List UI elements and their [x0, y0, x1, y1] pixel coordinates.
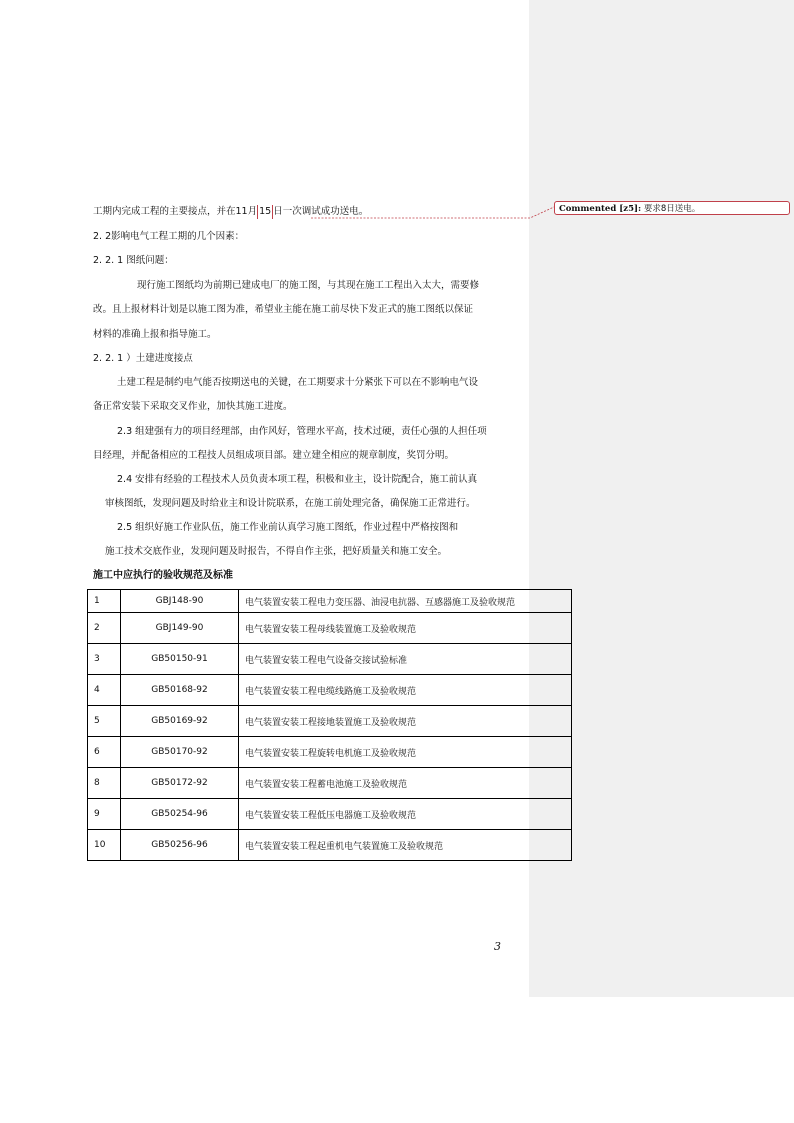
std-no-cell: 1 [88, 590, 121, 613]
std-code-cell: GB50170-92 [121, 737, 239, 768]
paragraph-line: 现行施工图纸均为前期已建成电厂的施工图，与其现在施工工程出入太大，需要修 [137, 280, 480, 291]
subsection-heading: 2. 2. 1 ）土建进度接点 [93, 353, 193, 364]
std-name-cell: 电气装置安装工程低压电器施工及验收规范 [239, 799, 572, 830]
paragraph-line: 改。且上报材料计划是以施工图为准，希望业主能在施工前尽快下发正式的施工图纸以保证 [93, 304, 474, 315]
paragraph-line: 土建工程是制约电气能否按期送电的关键，在工期要求十分紧张下可以在不影响电气设 [117, 377, 479, 388]
paragraph-line: 2.4 安排有经验的工程技术人员负责本项工程，积极和业主，设计院配合，施工前认真 [117, 474, 478, 485]
paragraph-line: 目经理，并配备相应的工程技人员组成项目部。建立建全相应的规章制度，奖罚分明。 [93, 450, 455, 461]
std-code-cell: GB50168-92 [121, 675, 239, 706]
std-name-cell: 电气装置安装工程蓄电池施工及验收规范 [239, 768, 572, 799]
std-no-cell: 2 [88, 613, 121, 644]
standards-table [87, 589, 572, 861]
table-row [88, 768, 572, 799]
paragraph-line: 审核图纸，发现问题及时给业主和设计院联系，在施工前处理完备，确保施工正常进行。 [105, 498, 476, 509]
paragraph-line: 工期内完成工程的主要接点，并在11月 15 日一次调试成功送电。 [93, 206, 369, 217]
std-name-cell: 电气装置安装工程电力变压器、油浸电抗器、互感器施工及验收规范 [239, 590, 572, 613]
paragraph-line: 材料的准确上报和指导施工。 [93, 329, 217, 340]
std-no-cell: 9 [88, 799, 121, 830]
std-code-cell: GB50169-92 [121, 706, 239, 737]
comment-balloon[interactable] [554, 201, 790, 215]
std-no-cell: 3 [88, 644, 121, 675]
comment-anchor[interactable]: 15 [259, 206, 272, 217]
paragraph-line: 施工技术交底作业，发现问题及时报告，不得自作主张，把好质量关和施工安全。 [105, 546, 448, 557]
table-row [88, 799, 572, 830]
page-number: 3 [494, 940, 501, 953]
std-no-cell: 8 [88, 768, 121, 799]
paragraph-line: 2.5 组织好施工作业队伍，施工作业前认真学习施工图纸，作业过程中严格按图和 [117, 522, 459, 533]
comment-author: Commented [z5]: [559, 204, 642, 214]
table-row [88, 830, 572, 861]
table-row [88, 590, 572, 613]
std-name-cell: 电气装置安装工程起重机电气装置施工及验收规范 [239, 830, 572, 861]
table-row [88, 706, 572, 737]
std-name-cell: 电气装置安装工程电缆线路施工及验收规范 [239, 675, 572, 706]
subsection-heading: 2. 2. 1 图纸问题： [93, 255, 174, 266]
paragraph-line: 备正常安装下采取交叉作业，加快其施工进度。 [93, 401, 293, 412]
std-name-cell: 电气装置安装工程电气设备交接试验标准 [239, 644, 572, 675]
std-code-cell: GB50172-92 [121, 768, 239, 799]
table-heading: 施工中应执行的验收规范及标准 [93, 570, 233, 581]
std-code-cell: GBJ148-90 [121, 590, 239, 613]
std-name-cell: 电气装置安装工程接地装置施工及验收规范 [239, 706, 572, 737]
std-name-cell: 电气装置安装工程旋转电机施工及验收规范 [239, 737, 572, 768]
std-code-cell: GBJ149-90 [121, 613, 239, 644]
comment-text: 要求8日送电。 [643, 204, 701, 214]
std-no-cell: 6 [88, 737, 121, 768]
section-heading: 2. 2影响电气工程工期的几个因素： [93, 231, 245, 242]
std-no-cell: 5 [88, 706, 121, 737]
table-row [88, 675, 572, 706]
std-code-cell: GB50254-96 [121, 799, 239, 830]
table-row [88, 644, 572, 675]
std-code-cell: GB50150-91 [121, 644, 239, 675]
std-no-cell: 10 [88, 830, 121, 861]
table-row [88, 613, 572, 644]
table-row [88, 737, 572, 768]
std-name-cell: 电气装置安装工程母线装置施工及验收规范 [239, 613, 572, 644]
std-code-cell: GB50256-96 [121, 830, 239, 861]
paragraph-line: 2.3 组建强有力的项目经理部，由作风好，管理水平高，技术过硬，责任心强的人担任项 [117, 426, 487, 437]
std-no-cell: 4 [88, 675, 121, 706]
